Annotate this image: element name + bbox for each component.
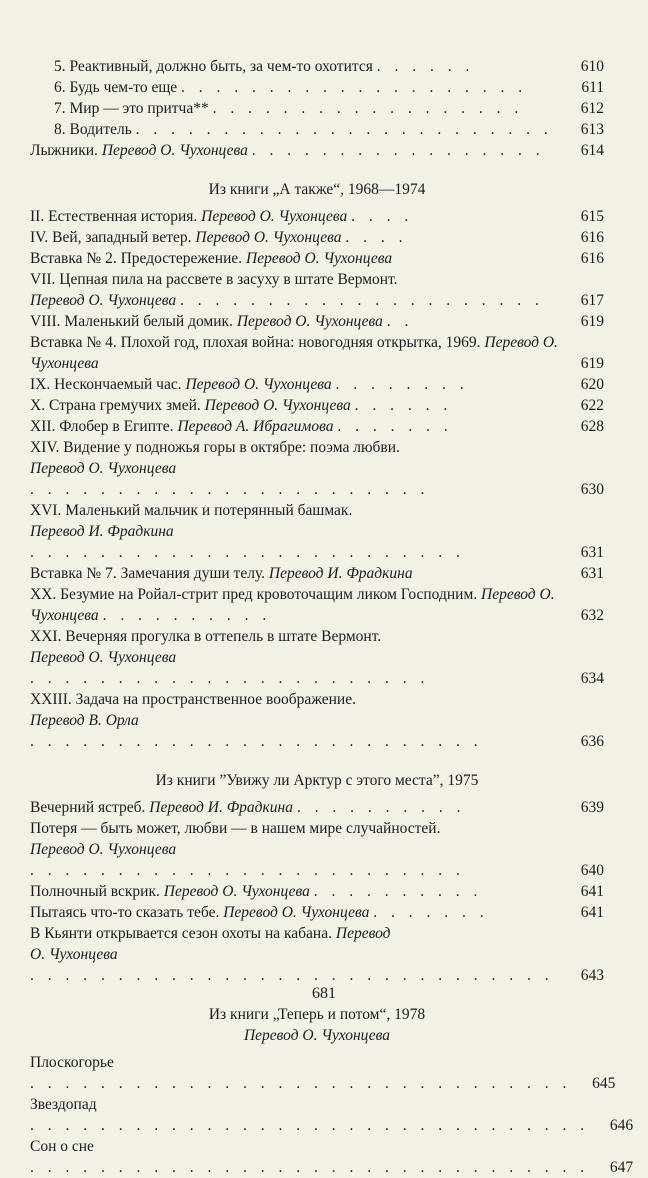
toc-entry — [30, 416, 604, 437]
entry-title: IX. Нескончаемый час. — [30, 376, 182, 393]
toc-entry — [30, 311, 604, 332]
page-number: 616 — [580, 229, 604, 246]
leader-dots: . . . . . . . . . . — [313, 883, 483, 900]
page-number: 640 — [580, 862, 604, 879]
entry-title: XVI. Маленький мальчик и потерянный башмак. — [30, 502, 353, 519]
leader-dots: . . . . . . . . . . . . . . . . . . . . . . . . . . . . . . . . — [30, 1117, 590, 1134]
toc-entry — [30, 584, 604, 626]
entry-translator: Перевод О. Чухонцева — [101, 142, 248, 159]
entry-title: VII. Цепная пила на рассвете в засуху в штате Вермонт. — [30, 271, 398, 288]
leader-dots: . . . . . . . . . . . . . . . . . . . . . . . — [30, 670, 430, 687]
leader-dots: . . . . . . . . . . . . . . . . . — [251, 142, 545, 159]
entry-title: Плоскогорье — [30, 1054, 114, 1071]
entry-title: Лыжники. — [30, 142, 98, 159]
entry-translator: Перевод О. Чухонцева — [185, 376, 332, 393]
section-heading — [30, 1004, 604, 1046]
entry-translator: Перевод О. Чухонцева — [30, 460, 177, 477]
leader-dots: . . . . . . . . . . . . . . . . . . . . . . . . . — [30, 862, 465, 879]
entry-title: Пытаясь что-то сказать тебе. — [30, 904, 220, 921]
toc-entry — [30, 500, 604, 563]
entry-title: 8. Водитель — [54, 121, 132, 138]
page-number: 610 — [580, 58, 604, 75]
page-number: 616 — [580, 250, 604, 267]
entry-title: II. Естественная история. — [30, 208, 198, 225]
entry-title: Вставка № 2. Предостережение. — [30, 250, 243, 267]
entry-title: Вставка № 7. Замечания души телу. — [30, 565, 266, 582]
leader-dots: . . . . — [345, 229, 408, 246]
entry-title: Вечерний ястреб. — [30, 799, 146, 816]
page-number: 645 — [592, 1075, 616, 1092]
toc-entry — [30, 881, 604, 902]
leader-dots: . . . . . . . — [373, 904, 489, 921]
page-number: 628 — [580, 418, 604, 435]
toc-entry — [30, 902, 604, 923]
leader-dots: . . . . . . . . . . . . . . . . . . . . . . . . — [135, 121, 553, 138]
entry-translator: Перевод — [335, 925, 391, 942]
toc-entry — [30, 689, 604, 752]
page-number: 611 — [581, 79, 604, 96]
entry-translator: Перевод О. Чухонцева — [236, 313, 383, 330]
toc-entry — [30, 818, 604, 881]
toc-entry — [30, 437, 604, 500]
page-number: 620 — [580, 376, 604, 393]
section-heading: Из книги „А также“, 1968—1974 — [208, 181, 426, 198]
entry-title: В Кьянти открывается сезон охоты на кабана. — [30, 925, 332, 942]
leader-dots: . . . . . . . . . . . . . . . . . . . . . . . . . . — [30, 733, 483, 750]
entry-translator: Перевод О. Чухонцева — [30, 841, 177, 858]
section-heading: Из книги ”Увижу ли Арктур с этого места”, 1975 — [155, 772, 479, 789]
leader-dots: . . . . . . . . — [335, 376, 469, 393]
leader-dots: . . . . . . . . . . . . . . . . . . . . . . . . . . . . . . . — [30, 1075, 572, 1092]
entry-title: XXI. Вечерняя прогулка в оттепель в штате Вермонт. — [30, 628, 382, 645]
entry-title: 5. Реактивный, должно быть, за чем-то охотится — [54, 58, 373, 75]
entry-title: XIV. Видение у подножья горы в октябре: поэма любви. — [30, 439, 400, 456]
toc-entry — [30, 1094, 634, 1136]
entry-title: VIII. Маленький белый домик. — [30, 313, 233, 330]
page-number: 631 — [580, 565, 604, 582]
toc-entry — [30, 98, 604, 119]
page-number: 631 — [580, 544, 604, 561]
page-number: 643 — [580, 967, 604, 984]
page-number: 612 — [580, 100, 604, 117]
entry-translator: Перевод О. Чухонцева — [30, 649, 177, 666]
toc-entry — [30, 395, 604, 416]
entry-title: IV. Вей, западный ветер. — [30, 229, 192, 246]
leader-dots: . . . . . . . — [337, 418, 453, 435]
page-number: 619 — [580, 313, 604, 330]
entry-translator: Перевод И. Фрадкина — [30, 523, 174, 540]
entry-translator: Перевод А. Ибрагимова — [177, 418, 334, 435]
leader-dots: . . . . . . — [376, 58, 475, 75]
toc-entry — [30, 56, 604, 77]
toc-entry — [30, 626, 604, 689]
leader-dots: . . . . . . . . . . . . . . . . . . . . . . . . . . . . . . — [30, 967, 554, 984]
toc-entry — [30, 374, 604, 395]
entry-title: Звездопад — [30, 1096, 97, 1113]
toc-entry — [30, 248, 604, 269]
toc-entry — [30, 1052, 616, 1094]
entry-translator: Перевод И. Фрадкина — [268, 565, 413, 582]
leader-dots: . . — [386, 313, 414, 330]
entry-translator: Перевод О. Чухонцева — [163, 883, 310, 900]
page-number: 647 — [609, 1159, 634, 1176]
entry-title: Потеря — быть может, любви — в нашем мире случайностей. — [30, 820, 441, 837]
page-folio: 681 — [312, 985, 336, 1002]
entry-translator: О. Чухонцева — [30, 946, 118, 963]
toc-entry — [30, 119, 604, 140]
entry-translator: Перевод О. Чухонцева — [223, 904, 370, 921]
entry-translator: Перевод О. Чухонцева — [30, 334, 558, 372]
entry-title: XII. Флобер в Египте. — [30, 418, 174, 435]
entry-title: Сон о сне — [30, 1138, 94, 1155]
entry-title: X. Страна гремучих змей. — [30, 397, 201, 414]
page-number: 614 — [580, 142, 604, 159]
entry-title: XX. Безумие на Ройал-стрит пред кровоточащим ликом Господним. — [30, 586, 478, 603]
section-translator: Перевод О. Чухонцева — [243, 1027, 391, 1044]
toc-entry — [30, 227, 604, 248]
toc-entry — [30, 563, 604, 584]
entry-title: Вставка № 4. Плохой год, плохая война: новогодняя открытка, 1969. — [30, 334, 481, 351]
entry-translator: Перевод В. Орла — [30, 712, 139, 729]
page-number: 613 — [580, 121, 604, 138]
page-number: 646 — [609, 1117, 634, 1134]
page-number: 619 — [580, 355, 604, 372]
table-of-contents — [30, 56, 634, 1178]
leader-dots: . . . . . . . . . . — [296, 799, 466, 816]
page-number: 639 — [580, 799, 604, 816]
toc-entry — [30, 77, 604, 98]
toc-entry — [30, 332, 604, 374]
page-number: 617 — [580, 292, 604, 309]
leader-dots: . . . . . . . . . . . . . . . . . . . . — [181, 79, 528, 96]
page-number: 641 — [580, 904, 604, 921]
leader-dots: . . . . . . . . . . . . . . . . . . . . . . . . . — [30, 544, 465, 561]
leader-dots: . . . . . . . . . . . . . . . . . . . . . . . — [30, 481, 430, 498]
entry-translator: Перевод О. Чухонцева — [204, 397, 351, 414]
entry-title: 6. Будь чем-то еще — [54, 79, 178, 96]
page-number: 622 — [580, 397, 604, 414]
entry-translator: Перевод О. Чухонцева — [246, 250, 393, 267]
entry-title: Полночный вскрик. — [30, 883, 160, 900]
leader-dots: . . . . . . — [354, 397, 453, 414]
toc-entry — [30, 797, 604, 818]
entry-translator: Перевод О. Чухонцева — [201, 208, 348, 225]
toc-entry — [30, 140, 604, 161]
leader-dots: . . . . . . . . . . . . . . . . . . . . . — [179, 292, 544, 309]
leader-dots: . . . . — [351, 208, 414, 225]
page-number: 615 — [580, 208, 604, 225]
page-number: 636 — [580, 733, 604, 750]
entry-title: 7. Мир — это притча** — [54, 100, 209, 117]
leader-dots: . . . . . . . . . . — [102, 607, 272, 624]
entry-translator: Перевод О. Чухонцева — [30, 586, 555, 624]
page-number: 630 — [580, 481, 604, 498]
section-title: Из книги „Теперь и потом“, 1978 — [208, 1006, 426, 1023]
page-number: 641 — [580, 883, 604, 900]
entry-translator: Перевод И. Фрадкина — [149, 799, 293, 816]
leader-dots: . . . . . . . . . . . . . . . . . . — [212, 100, 524, 117]
toc-entry — [30, 1136, 634, 1178]
toc-entry — [30, 923, 604, 986]
entry-translator: Перевод О. Чухонцева — [30, 292, 177, 309]
toc-entry — [30, 206, 604, 227]
page-number: 634 — [580, 670, 604, 687]
toc-entry — [30, 269, 604, 311]
entry-title: XXIII. Задача на пространственное воображение. — [30, 691, 356, 708]
page-number: 632 — [580, 607, 604, 624]
entry-translator: Перевод О. Чухонцева — [195, 229, 342, 246]
leader-dots: . . . . . . . . . . . . . . . . . . . . . . . . . . . . . . . . — [30, 1159, 590, 1176]
